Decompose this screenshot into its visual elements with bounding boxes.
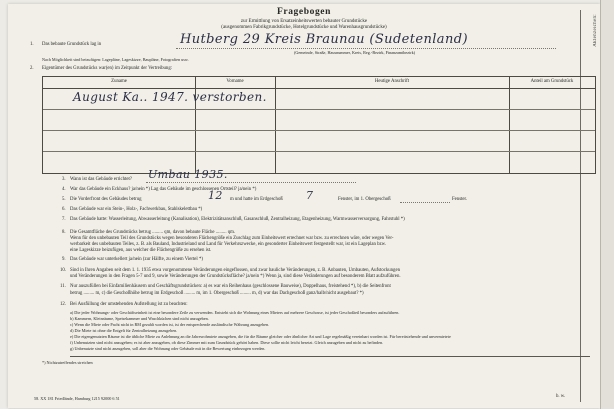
- q12-note-e: e) Die eigengenutzten Räume ist die übliche Miete zu Anlehnung an die Jahresrohmiete anzugeben, die für die Räume gleicher oder ähnlicher Art und Lage regelmäßig vereinbart worden ist. Für bereitstehende und unvermietete: [70, 334, 451, 339]
- q10-number: 10.: [60, 268, 66, 273]
- q1-attachments-note: Nach Möglichkeit sind beizufügen: Lagepläne, Lageskizze, Baupläne, Fotografien usw.: [42, 57, 189, 62]
- q3-fill-line: [146, 182, 356, 183]
- form-subtitle: zur Ermittlung von Ersatzeinheitswerten bebauter Grundstücke: [240, 19, 368, 24]
- q8-number: 8.: [62, 230, 66, 235]
- q2-number: 2.: [30, 66, 34, 71]
- footnote: *) Nichtzutreffendes streichen: [42, 360, 93, 365]
- q4-number: 4.: [62, 187, 66, 192]
- q5-label: Die Vorderfront des Gebäudes betrug: [70, 197, 142, 202]
- q1-hint: (Gemeinde, Straße, Hausnummer, Kreis, Reg.-Bezirk, Finanzamtbezirk): [294, 50, 416, 55]
- q5-fill-line: [400, 202, 450, 203]
- file-reference-label: Aktenzeichen:: [593, 14, 598, 47]
- questionnaire-page: [8, 4, 600, 408]
- q8-text-2: werbarkeit des unbebauten Teiles, z. B. als Bauland, Industrieland und Land für Verkehrszwecke, ein gesonderter Einheitswert festgestellt war, ist ein Lageplan bzw.: [70, 242, 387, 247]
- q2-label: Eigentümer des Grundstücks war(en) im Zeitpunkt der Vertreibung:: [42, 66, 173, 71]
- q5-tail-text: Fenster, im 1. Obergeschoß: [338, 197, 391, 202]
- q12-note-d: d) Die Miete ist ohne die Entgelt für Zentralheizung anzugeben.: [70, 328, 178, 333]
- q8-text-1: Wenn für den unbebauten Teil des Grundstücks wegen besonderen Flächengröße ein Zuschlag zum Einheitswert errechnet war bzw. zu errechnen wäre, oder wegen Ver-: [70, 236, 394, 241]
- q3-number: 3.: [62, 177, 66, 182]
- owner-row-1-handwritten: August Ka.. 1947. verstorben.: [73, 90, 267, 104]
- col-head-firstname: Vorname: [226, 79, 244, 84]
- q5-front-length: 12: [208, 189, 223, 202]
- owner-table: [42, 76, 596, 174]
- q8-label: Die Gesamtfläche des Grundstücks betrug ......... qm, davon bebaute Fläche ......... qm.: [70, 230, 236, 235]
- q12-note-f: f) Unbenutzten sind nicht anzugeben; es ist aber anzugeben, ob diese Zimmer mit zum Grundstück gehört haben. Diese sollte nicht leicht besetzt. Gleich anzugeben und nicht zu befinden.: [70, 340, 384, 345]
- q6-label: Das Gebäude war ein Stein-, Holz-, Fachwerkbau, Stahlskelettbau *): [70, 207, 203, 212]
- q12-number: 12.: [60, 302, 66, 307]
- q5-tail-text-2: Fenster.: [452, 197, 468, 202]
- q7-number: 7.: [62, 217, 66, 222]
- q10-text-1: Sind in Ihren Angaben seit dem 1. 1. 1935 etwa vorgenommene Veränderungen eingeflossen, und zwar bauliche Veränderungen, z. B. Anbauten, Umbauten, Aufstockungen: [70, 268, 400, 273]
- q3-label: Wann ist das Gebäude errichtet?: [70, 177, 132, 182]
- q12-note-a: a) Die jeder Wohnungs- oder Geschäftseinheit ist eine besondere Zeile zu verwenden. Entsteht sich die Wohnung eines Mieters auf mehrere Geschosse, ist jeder Geschoßteil besonders aufzuführen.: [70, 310, 400, 315]
- q12-label: Bei Ausfüllung der umstehenden Aufstellung ist zu beachten:: [70, 302, 188, 307]
- q12-note-g: g) Unbenutzte sind nicht anzugeben, soll aber die Wohnung oder Gebäude mit in die Bewertung einbezogen werden.: [70, 346, 266, 351]
- col-head-share: Anteil am Grundstück: [530, 79, 574, 84]
- q12-note-c: c) Wenn die Miete oder Pacht nicht in RM gezahlt worden ist, ist der entsprechende ausländische Währung anzugeben.: [70, 322, 270, 327]
- q1-handwritten-address: Hutberg 29 Kreis Braunau (Sudetenland): [180, 32, 468, 47]
- paper-edge: [600, 0, 614, 409]
- print-imprint: 58. XX 181 Friedlände, Hamburg 1215 92000 6 51: [34, 396, 120, 401]
- q5-ground-floor-windows: 7: [306, 189, 314, 202]
- q4-label: War das Gebäude ein Eckhaus? ja/nein *) Lag das Gebäude im geschlossenen Ortsteil? ja/nein *): [70, 187, 257, 192]
- q11-text-1: Nur auszufüllen bei Einfamilienhäusern und Geschäftsgrundstücken: a) es war ein Reihenhaus (geschlossene Bauweise), Doppelhaus, freistehend *), b) die Seitenfront: [70, 284, 391, 289]
- section-divider: [70, 356, 590, 357]
- q11-number: 11.: [60, 284, 66, 289]
- q7-label: Das Gebäude hatte: Wasserleitung, Abwasserleitung (Kanalisation), Elektrizitätsanschluß, Gasanschluß, Zentralheizung, Etagenheizung, Warmwasserversorgung, Fahrstuhl *): [70, 217, 405, 222]
- q5-number: 5.: [62, 197, 66, 202]
- owner-row-line: [43, 130, 595, 131]
- owner-col-divider: [509, 77, 510, 173]
- col-head-address: Heutige Anschrift: [374, 79, 410, 84]
- q1-fill-line: [176, 48, 556, 49]
- owner-row-line: [43, 109, 595, 110]
- turn-over-note: b. w.: [556, 394, 566, 399]
- owner-col-divider: [275, 77, 276, 173]
- col-head-surname: Zuname: [111, 79, 127, 84]
- q8-text-3: eine Lageskizze beizufügen, aus welcher die Flächengröße zu ersehen ist.: [70, 248, 212, 253]
- q11-text-2: betrug ......... m, c) die Geschoßhöhe betrug im Erdgeschoß ......... m, im 1. Obergeschoß ......... m, d) war das Dachgeschoß ganz/halb/nicht ausgebaut? *): [70, 291, 364, 296]
- q10-text-2: und Veränderungen in den Fragen 5-7 und 9, sowie Veränderungen der Grundstücksfläche? ja/nein *) Wenn ja, sind diese Veränderungen auf besonderem Blatt aufzuführen.: [70, 274, 401, 279]
- q3-handwritten-year: Umbau 1935.: [148, 168, 228, 181]
- file-reference-strip: [580, 10, 596, 402]
- q6-number: 6.: [62, 207, 66, 212]
- owner-row-line: [43, 151, 595, 152]
- q1-number: 1.: [30, 42, 34, 47]
- q12-note-b: b) Kammern, Kleinräume, Speisekammer und Waschküchen sind nicht anzugeben.: [70, 316, 209, 321]
- form-title: Fragebogen: [276, 7, 332, 17]
- form-subtitle-note: (ausgenommen Fabrikgrundstücke, Hotelgrundstücke und Warenhausgrundstücke): [221, 25, 387, 30]
- q1-label: Das bebaute Grundstück lag in: [42, 42, 102, 47]
- q9-number: 9.: [62, 257, 66, 262]
- q9-label: Das Gebäude war unterkellert ja/nein (zur Hälfte, zu einem Viertel *): [70, 257, 203, 262]
- q5-mid-text: m und hatte im Erdgeschoß: [230, 197, 283, 202]
